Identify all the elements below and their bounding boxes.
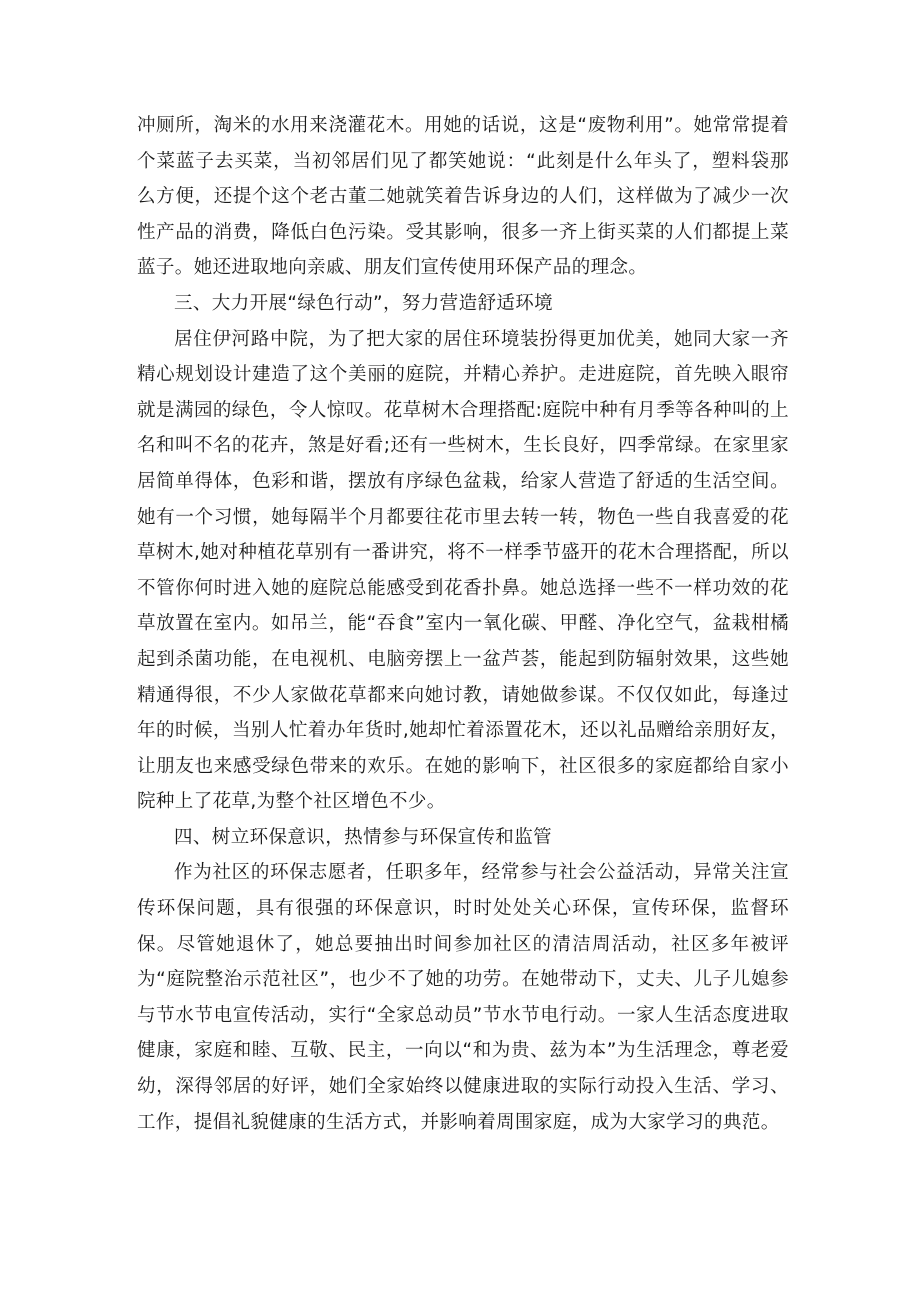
body-paragraph: 居住伊河路中院，为了把大家的居住环境装扮得更加优美，她同大家一齐精心规划设计建造了这个美丽的庭院，并精心养护。走进庭院，首先映入眼帘就是满园的绿色，令人惊叹。花草树木合理搭配:庭院中种有月季等各种叫的上名和叫不名的花卉，煞是好看;还有一些树木，生长良好，四季常绿。在家里家居简单得体，色彩和谐，摆放有序绿色盆栽，给家人营造了舒适的生活空间。她有一个习惯，她每隔半个月都要往花市里去转一转，物色一些自我喜爱的花草树木,她对种植花草别有一番讲究，将不一样季节盛开的花木合理搭配，所以不管你何时进入她的庭院总能感受到花香扑鼻。她总选择一些不一样功效的花草放置在室内。如吊兰，能“吞食”室内一氧化碳、甲醛、净化空气，盆栽柑橘起到杀菌功能，在电视机、电脑旁摆上一盆芦荟，能起到防辐射效果，这些她精通得很，不少人家做花草都来向她讨教，请她做参谋。不仅仅如此，每逢过年的时候，当别人忙着办年货时,她却忙着添置花木，还以礼品赠给亲朋好友，让朋友也来感受绿色带来的欢乐。在她的影响下，社区很多的家庭都给自家小院种上了花草,为整个社区增色不少。	[137, 328, 789, 813]
document-page	[137, 108, 789, 1140]
section-heading: 三、大力开展“绿色行动”，努力营造舒适环境	[174, 292, 554, 314]
body-paragraph: 冲厕所，淘米的水用来浇灌花木。用她的话说，这是“废物利用”。她常常提着个菜蓝子去买菜，当初邻居们见了都笑她说：“此刻是什么年头了，塑料袋那么方便，还提个这个老古董二她就笑着告诉身边的人们，这样做为了减少一次性产品的消费，降低白色污染。受其影响，很多一齐上街买菜的人们都提上菜蓝子。她还进取地向亲戚、朋友们宣传使用环保产品的理念。	[137, 115, 789, 279]
section-heading: 四、树立环保意识，热情参与环保宣传和监管	[174, 826, 553, 848]
body-paragraph: 作为社区的环保志愿者，任职多年，经常参与社会公益活动，异常关注宣传环保问题，具有很强的环保意识，时时处处关心环保，宣传环保，监督环保。尽管她退休了，她总要抽出时间参加社区的清洁周活动，社区多年被评为“庭院整治示范社区”，也少不了她的功劳。在她带动下，丈夫、儿子儿媳参与节水节电宣传活动，实行“全家总动员”节水节电行动。一家人生活态度进取健康，家庭和睦、互敬、民主，一向以“和为贵、兹为本”为生活理念，尊老爱幼，深得邻居的好评，她们全家始终以健康进取的实际行动投入生活、学习、工作，提倡礼貌健康的生活方式，并影响着周围家庭，成为大家学习的典范。	[137, 862, 789, 1133]
